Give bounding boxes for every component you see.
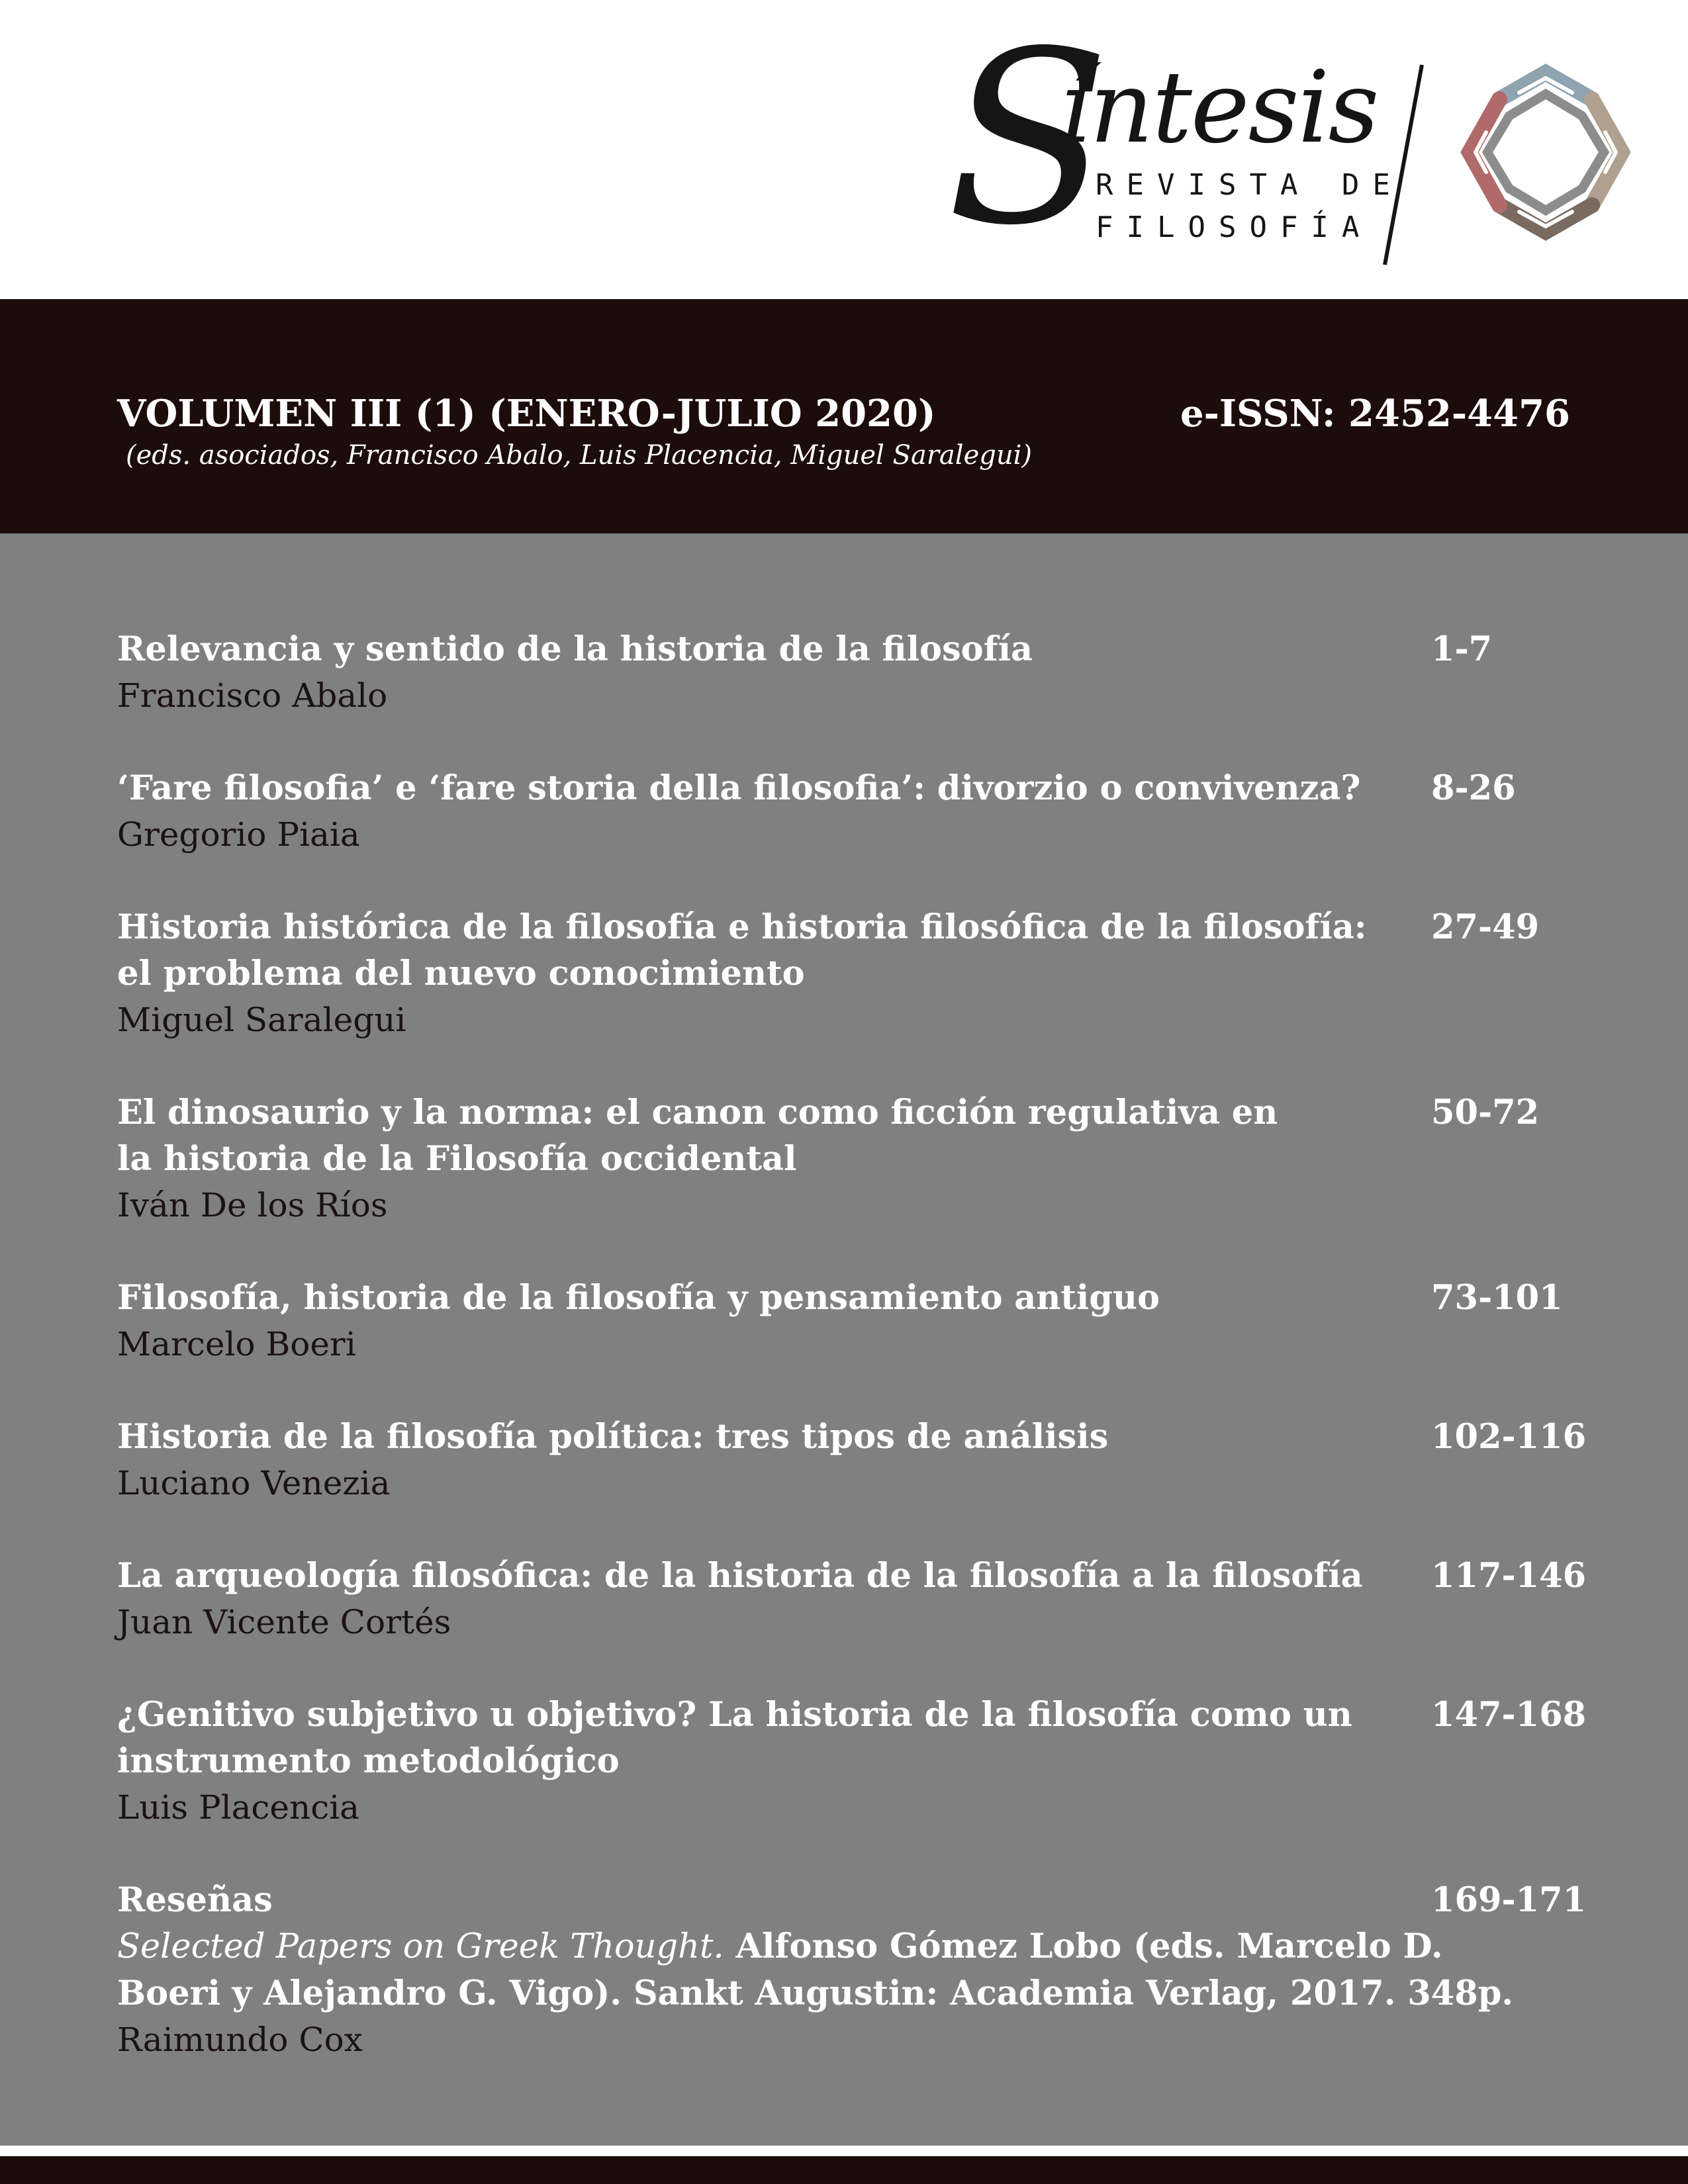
toc-entry[interactable] [117,1692,1640,1831]
article-pages: 50-72 [1431,1093,1540,1132]
logo-initial: S [947,0,1110,277]
article-author: Luis Placencia [117,1788,359,1827]
review-book-title: Selected Papers on Greek Thought. [117,1927,724,1966]
article-title[interactable]: ‘Fare filosofia’ e ‘fare storia della filosofia’: divorzio o convivenza? [117,768,1361,808]
article-pages: 8-26 [1431,768,1516,808]
toc-entry[interactable] [117,626,1640,719]
toc-entry[interactable] [117,1089,1640,1228]
article-pages: 117-146 [1431,1556,1587,1596]
article-title-continued[interactable]: instrumento metodológico [117,1741,620,1781]
article-author: Juan Vicente Cortés [117,1603,451,1641]
toc-entry[interactable] [117,1275,1640,1367]
article-pages: 102-116 [1431,1417,1587,1457]
masthead [0,0,1688,299]
article-title[interactable]: La arqueología filosófica: de la historia de la filosofía a la filosofía [117,1556,1363,1596]
issn-label: e-ISSN: 2452-4476 [1180,392,1570,435]
article-pages: 1-7 [1431,629,1493,669]
article-title-continued[interactable]: el problema del nuevo conocimiento [117,954,805,993]
article-pages: 27-49 [1431,907,1540,947]
article-title[interactable]: Historia de la filosofía política: tres tipos de análisis [117,1417,1109,1457]
article-title[interactable]: El dinosaurio y la norma: el canon como ficción regulativa en [117,1093,1278,1132]
issue-band [0,299,1688,533]
logo-subtitle-line1: REVISTA DE [1096,168,1403,202]
associate-editors: (eds. asociados, Francisco Abalo, Luis Placencia, Miguel Saralegui) [126,440,1033,471]
article-title-continued[interactable]: la historia de la Filosofía occidental [117,1139,797,1179]
article-pages: 147-168 [1431,1695,1587,1735]
article-pages: 73-101 [1431,1278,1563,1318]
article-author: Luciano Venezia [117,1464,391,1502]
article-title[interactable]: Relevancia y sentido de la historia de la filosofía [117,629,1033,669]
review-author: Raimundo Cox [117,2021,363,2059]
review-entry[interactable] [117,1877,1640,2063]
toc-entry[interactable] [117,1414,1640,1506]
logo-word: íntesis [1059,50,1378,165]
toc-entry[interactable] [117,1553,1640,1645]
article-title[interactable]: Filosofía, historia de la filosofía y pensamiento antiguo [117,1278,1160,1318]
logo-slash-icon [1377,60,1430,271]
journal-logo [947,0,1648,277]
article-author: Marcelo Boeri [117,1325,356,1363]
toc-entry[interactable] [117,765,1640,858]
logo-subtitle-line2: FILOSOFÍA [1096,210,1373,244]
article-author: Miguel Saralegui [117,1001,406,1039]
volume-heading: VOLUMEN III (1) (ENERO-JULIO 2020) [117,392,936,435]
table-of-contents [0,533,1688,2146]
review-book-details: Alfonso Gómez Lobo (eds. Marcelo D. [724,1927,1443,1966]
review-line-1 [117,1923,1640,1970]
footer-band [0,2156,1688,2184]
article-author: Francisco Abalo [117,676,388,715]
footer-rule [0,2146,1688,2156]
toc-entry[interactable] [117,904,1640,1043]
article-title[interactable]: ¿Genitivo subjetivo u objetivo? La historia de la filosofía como un [117,1695,1352,1735]
reviews-heading[interactable]: Reseñas [117,1880,273,1920]
review-pages: 169-171 [1431,1880,1587,1920]
article-title[interactable]: Historia histórica de la filosofía e historia filosófica de la filosofía: [117,907,1367,947]
article-author: Iván De los Ríos [117,1186,388,1224]
review-line-2: Boeri y Alejandro G. Vigo). Sankt Augustin: Academia Verlag, 2017. 348p. [117,1974,1514,2013]
article-author: Gregorio Piaia [117,815,360,854]
chain-ring-icon [1446,53,1645,251]
